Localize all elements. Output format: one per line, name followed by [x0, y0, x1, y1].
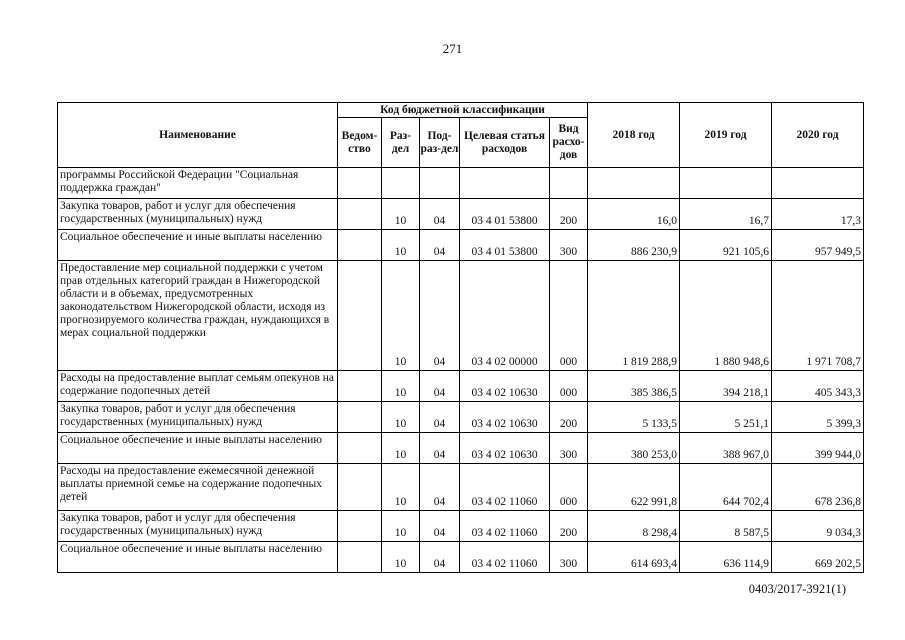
row-2019: 388 967,0 — [680, 433, 772, 464]
row-vid: 300 — [550, 542, 588, 573]
row-podrazdel: 04 — [420, 402, 460, 433]
row-name: Закупка товаров, работ и услуг для обеспечения государственных (муниципальных) нужд — [58, 511, 338, 542]
row-vedomstvo — [338, 542, 382, 573]
row-name: Предоставление мер социальной поддержки с учетом прав отдельных категорий граждан в Нижегородской области и в объемах, предусмотренных законодательством Нижегородской области, исходя из прогнозируемого количества граждан, нуждающихся в мерах социальной поддержки — [58, 261, 338, 371]
row-vid: 200 — [550, 402, 588, 433]
row-2020: 17,3 — [772, 199, 864, 230]
row-2019: 394 218,1 — [680, 371, 772, 402]
row-tselevaya: 03 4 02 10630 — [460, 371, 550, 402]
row-2019: 1 880 948,6 — [680, 261, 772, 371]
row-podrazdel: 04 — [420, 199, 460, 230]
row-2019: 636 114,9 — [680, 542, 772, 573]
row-2018: 886 230,9 — [588, 230, 680, 261]
row-razdel: 10 — [382, 542, 420, 573]
row-podrazdel: 04 — [420, 371, 460, 402]
row-vedomstvo — [338, 433, 382, 464]
row-tselevaya: 03 4 02 10630 — [460, 402, 550, 433]
row-tselevaya: 03 4 01 53800 — [460, 199, 550, 230]
row-vedomstvo — [338, 464, 382, 511]
document-code: 0403/2017-3921(1) — [748, 582, 846, 596]
header-name: Наименование — [58, 103, 338, 168]
row-2018 — [588, 168, 680, 199]
row-razdel — [382, 168, 420, 199]
table-row — [58, 464, 864, 511]
row-2018: 1 819 288,9 — [588, 261, 680, 371]
table-row — [58, 230, 864, 261]
table-row — [58, 542, 864, 573]
row-2019: 8 587,5 — [680, 511, 772, 542]
row-vedomstvo — [338, 168, 382, 199]
row-2020: 1 971 708,7 — [772, 261, 864, 371]
row-2018: 380 253,0 — [588, 433, 680, 464]
row-2020: 405 343,3 — [772, 371, 864, 402]
header-vid: Вид расхо-дов — [550, 118, 588, 168]
row-2019 — [680, 168, 772, 199]
row-podrazdel: 04 — [420, 542, 460, 573]
row-vedomstvo — [338, 261, 382, 371]
row-name: Социальное обеспечение и иные выплаты населению — [58, 433, 338, 464]
row-podrazdel: 04 — [420, 230, 460, 261]
table-row — [58, 168, 864, 199]
row-name: Расходы на предоставление ежемесячной денежной выплаты приемной семье на содержание подопечных детей — [58, 464, 338, 511]
row-podrazdel — [420, 168, 460, 199]
row-tselevaya: 03 4 02 11060 — [460, 511, 550, 542]
header-tselevaya: Целевая статья расходов — [460, 118, 550, 168]
row-tselevaya: 03 4 02 10630 — [460, 433, 550, 464]
row-razdel: 10 — [382, 511, 420, 542]
row-razdel: 10 — [382, 230, 420, 261]
row-vid: 000 — [550, 464, 588, 511]
row-vedomstvo — [338, 230, 382, 261]
row-razdel: 10 — [382, 199, 420, 230]
row-razdel: 10 — [382, 261, 420, 371]
row-tselevaya: 03 4 02 11060 — [460, 542, 550, 573]
row-2020 — [772, 168, 864, 199]
table-row — [58, 199, 864, 230]
row-2020: 9 034,3 — [772, 511, 864, 542]
row-2018: 8 298,4 — [588, 511, 680, 542]
row-razdel: 10 — [382, 433, 420, 464]
row-vedomstvo — [338, 371, 382, 402]
table-row — [58, 261, 864, 371]
row-2019: 921 105,6 — [680, 230, 772, 261]
row-2020: 669 202,5 — [772, 542, 864, 573]
row-2019: 644 702,4 — [680, 464, 772, 511]
header-razdel: Раз-дел — [382, 118, 420, 168]
table-row — [58, 402, 864, 433]
row-name: Социальное обеспечение и иные выплаты населению — [58, 542, 338, 573]
header-podrazdel: Под-раз-дел — [420, 118, 460, 168]
row-2018: 5 133,5 — [588, 402, 680, 433]
row-tselevaya — [460, 168, 550, 199]
row-vid: 000 — [550, 371, 588, 402]
budget-table — [57, 102, 864, 573]
table-row — [58, 511, 864, 542]
row-razdel: 10 — [382, 371, 420, 402]
table-row — [58, 371, 864, 402]
table-row — [58, 433, 864, 464]
row-name: Закупка товаров, работ и услуг для обеспечения государственных (муниципальных) нужд — [58, 199, 338, 230]
row-tselevaya: 03 4 02 00000 — [460, 261, 550, 371]
header-2018: 2018 год — [588, 103, 680, 168]
row-2018: 614 693,4 — [588, 542, 680, 573]
row-vid: 200 — [550, 199, 588, 230]
row-vedomstvo — [338, 199, 382, 230]
row-vid: 200 — [550, 511, 588, 542]
header-2020: 2020 год — [772, 103, 864, 168]
row-2020: 399 944,0 — [772, 433, 864, 464]
row-vid: 300 — [550, 230, 588, 261]
row-2020: 678 236,8 — [772, 464, 864, 511]
row-vedomstvo — [338, 511, 382, 542]
header-code-group: Код бюджетной классификации — [338, 103, 588, 118]
row-name: Расходы на предоставление выплат семьям опекунов на содержание подопечных детей — [58, 371, 338, 402]
row-vid — [550, 168, 588, 199]
row-razdel: 10 — [382, 464, 420, 511]
page-number: 271 — [442, 41, 463, 56]
row-name: программы Российской Федерации "Социальная поддержка граждан" — [58, 168, 338, 199]
row-2018: 385 386,5 — [588, 371, 680, 402]
row-vid: 300 — [550, 433, 588, 464]
row-vedomstvo — [338, 402, 382, 433]
row-2020: 5 399,3 — [772, 402, 864, 433]
row-podrazdel: 04 — [420, 261, 460, 371]
row-tselevaya: 03 4 02 11060 — [460, 464, 550, 511]
row-name: Социальное обеспечение и иные выплаты населению — [58, 230, 338, 261]
row-2018: 16,0 — [588, 199, 680, 230]
row-2020: 957 949,5 — [772, 230, 864, 261]
header-vedomstvo: Ведом-ство — [338, 118, 382, 168]
row-podrazdel: 04 — [420, 511, 460, 542]
row-name: Закупка товаров, работ и услуг для обеспечения государственных (муниципальных) нужд — [58, 402, 338, 433]
header-2019: 2019 год — [680, 103, 772, 168]
row-tselevaya: 03 4 01 53800 — [460, 230, 550, 261]
row-vid: 000 — [550, 261, 588, 371]
row-2018: 622 991,8 — [588, 464, 680, 511]
row-2019: 16,7 — [680, 199, 772, 230]
row-razdel: 10 — [382, 402, 420, 433]
row-podrazdel: 04 — [420, 464, 460, 511]
row-2019: 5 251,1 — [680, 402, 772, 433]
row-podrazdel: 04 — [420, 433, 460, 464]
